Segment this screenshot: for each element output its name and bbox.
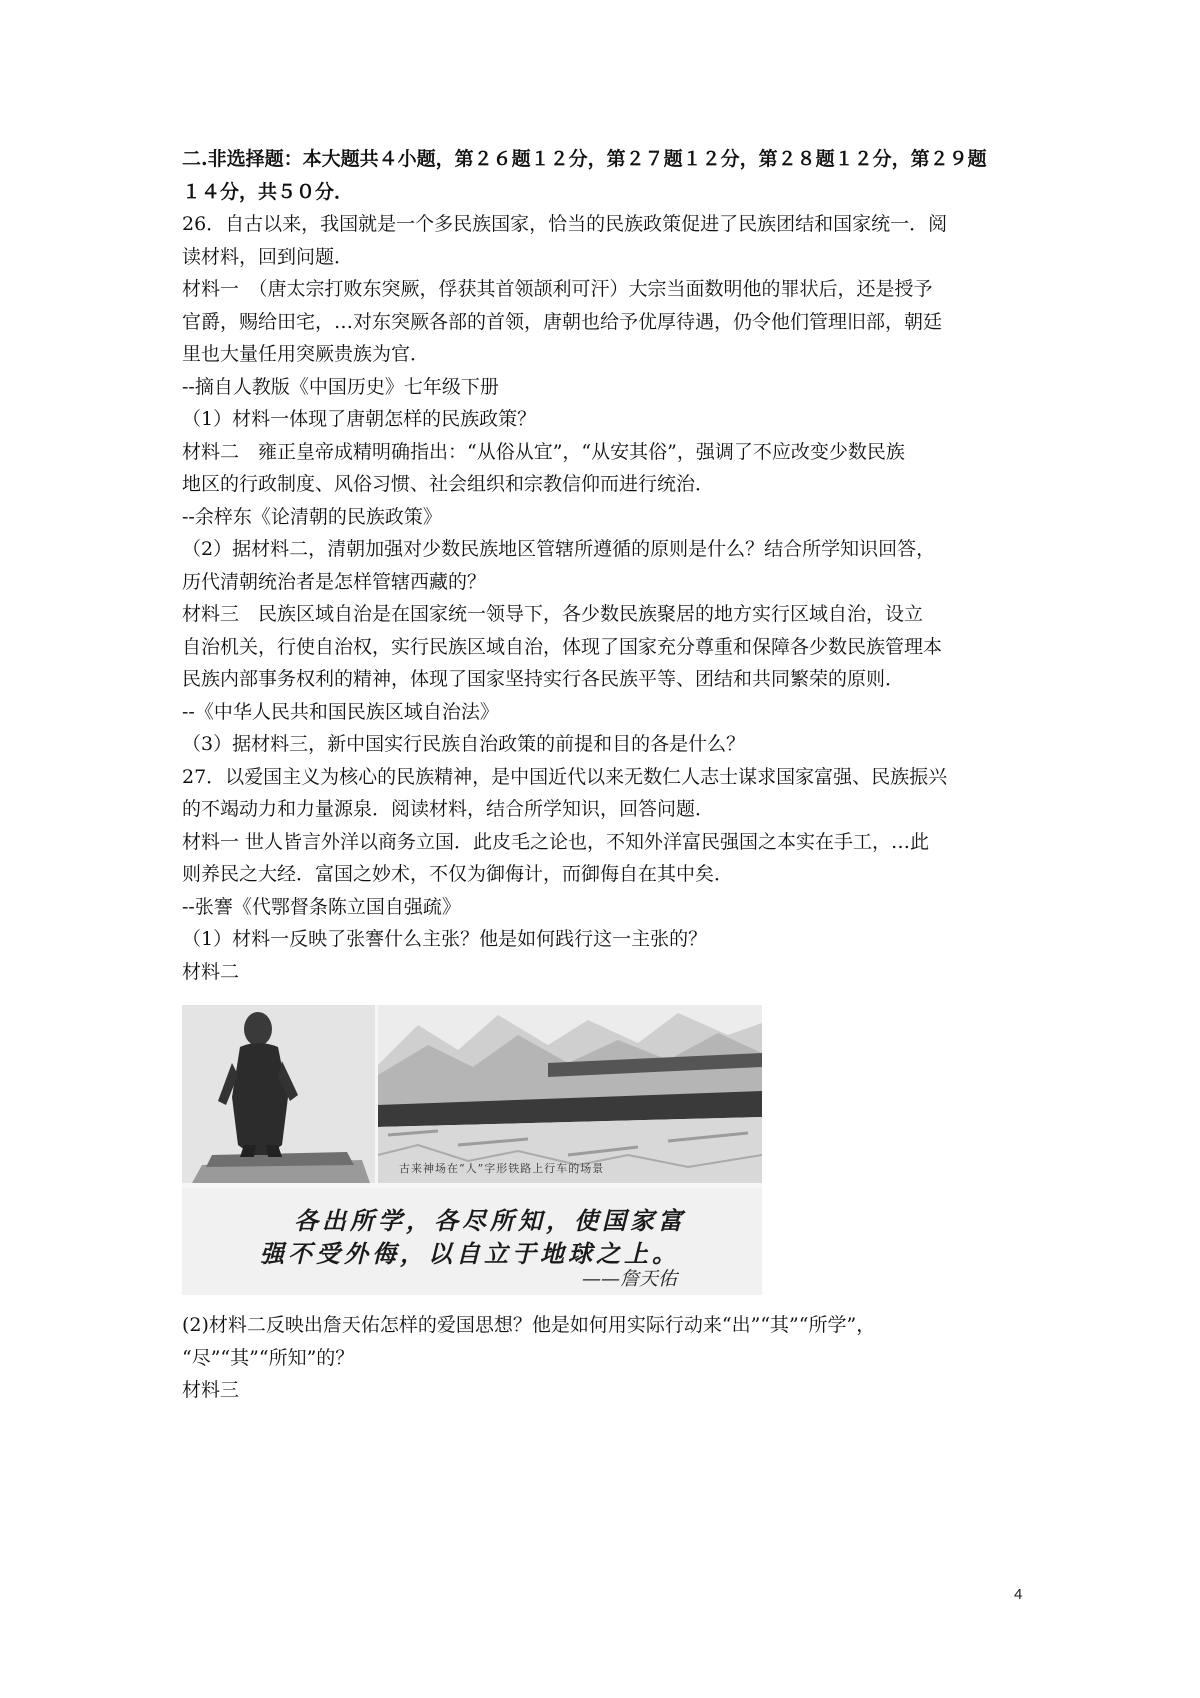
quote-line-2: 强不受外侮，以自立于地球之上。 <box>260 1239 680 1268</box>
question-27-1: （1）材料一反映了张謇什么主张？他是如何践行这一主张的？ <box>182 928 708 950</box>
material-3-source: --《中华人民共和国民族区域自治法》 <box>182 700 499 723</box>
q27-material-1-line-1: 材料一 世人皆言外洋以商务立国．此皮毛之论也，不知外洋富民强国之本实在手工，…此 <box>182 830 930 853</box>
q27-material-3-label: 材料三 <box>182 1379 240 1401</box>
zhan-tianyou-quote <box>182 1188 762 1295</box>
railway-illustration <box>378 1005 762 1183</box>
question-27-2-line-2: “尽”“其”“所知”的？ <box>182 1346 355 1369</box>
section-header-line-1: 二.非选择题：本大题共４小题，第２６题１２分，第２７题１２分，第２８题１２分，第２９题 <box>182 148 987 170</box>
question-27-intro-line-1: 27．以爱国主义为核心的民族精神，是中国近代以来无数仁人志士谋求国家富强、民族振兴 <box>182 765 948 788</box>
statue-photo <box>182 1005 375 1183</box>
section-header-line-2: １４分，共５０分． <box>182 180 354 203</box>
question-26-intro-line-2: 读材料，回到问题． <box>182 245 354 268</box>
question-26-1: （1）材料一体现了唐朝怎样的民族政策？ <box>182 408 537 430</box>
q27-material-1-source: --张謇《代鄂督条陈立国自强疏》 <box>182 895 461 918</box>
material-2-line-2: 地区的行政制度、风俗习惯、社会组织和宗教信仰而进行统治． <box>182 473 715 495</box>
question-26-intro-line-1: 26．自古以来，我国就是一个多民族国家，恰当的民族政策促进了民族团结和国家统一．阅 <box>182 213 948 235</box>
statue-illustration <box>182 1005 375 1183</box>
question-26-3: （3）据材料三，新中国实行民族自治政策的前提和目的各是什么？ <box>182 733 746 755</box>
document-body <box>182 143 1027 1407</box>
material-1-line-3: 里也大量任用突厥贵族为官． <box>182 343 430 365</box>
figure-caption: 古来神场在“人”字形铁路上行车的场景 <box>399 1162 605 1175</box>
material-3-line-1: 材料三 民族区域自治是在国家统一领导下，各少数民族聚居的地方实行区域自治，设立 <box>182 603 924 625</box>
material-1-source: --摘自人教版《中国历史》七年级下册 <box>182 375 499 398</box>
quote-author: ——詹天佑 <box>582 1268 678 1290</box>
railway-scene-photo <box>378 1005 762 1183</box>
quote-line-1: 各出所学，各尽所知，使国家富 <box>294 1206 686 1235</box>
question-26-2-line-2: 历代清朝统治者是怎样管辖西藏的？ <box>182 570 487 593</box>
question-27-2-line-1: (2)材料二反映出詹天佑怎样的爱国思想？他是如何用实际行动来“出”“其”“所学”， <box>182 1314 876 1336</box>
material-2-figure <box>182 1005 762 1295</box>
material-2-line-1: 材料二 雍正皇帝成精明确指出：“从俗从宜”，“从安其俗”，强调了不应改变少数民族 <box>182 440 905 463</box>
material-2-source: --余梓东《论清朝的民族政策》 <box>182 505 442 528</box>
question-26-2-line-1: （2）据材料二，清朝加强对少数民族地区管辖所遵循的原则是什么？结合所学知识回答， <box>182 538 936 560</box>
page-number: 4 <box>1014 1586 1023 1603</box>
question-27-intro-line-2: 的不竭动力和力量源泉．阅读材料，结合所学知识，回答问题． <box>182 798 715 820</box>
q27-material-1-line-2: 则养民之大经．富国之妙术，不仅为御侮计，而御侮自在其中矣． <box>182 863 734 885</box>
material-1-line-2: 官爵，赐给田宅，…对东突厥各部的首领，唐朝也给予优厚待遇，仍令他们管理旧部，朝廷 <box>182 310 943 333</box>
material-3-line-3: 民族内部事务权利的精神，体现了国家坚持实行各民族平等、团结和共同繁荣的原则． <box>182 668 905 690</box>
material-3-line-2: 自治机关，行使自治权，实行民族区域自治，体现了国家充分尊重和保障各少数民族管理本 <box>182 635 943 658</box>
q27-material-2-label: 材料二 <box>182 960 240 983</box>
material-1-line-1: 材料一 （唐太宗打败东突厥，俘获其首领颉利可汗）大宗当面数明他的罪状后，还是授予 <box>182 278 933 300</box>
